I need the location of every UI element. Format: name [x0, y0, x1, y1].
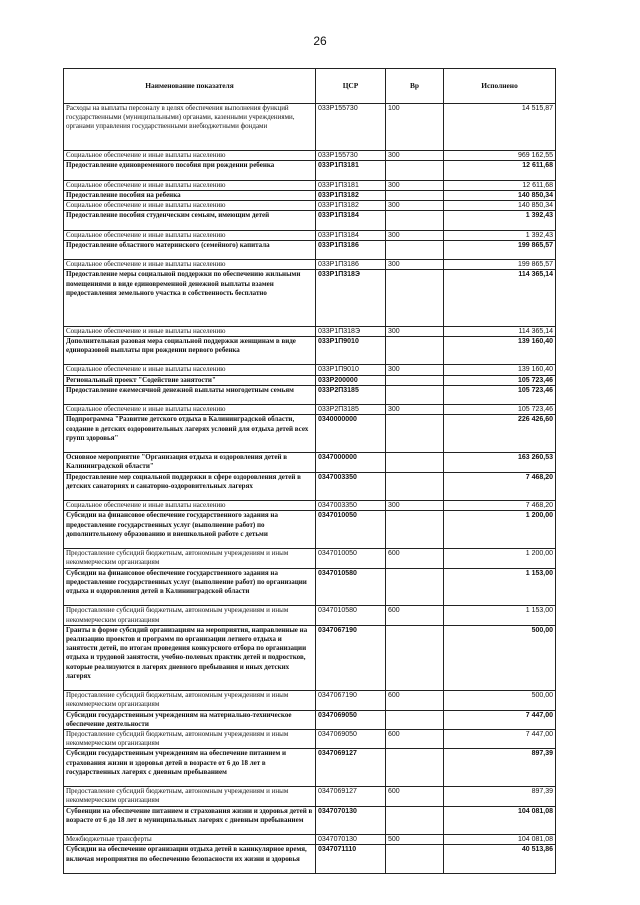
cell-csr: 033P1П318Э	[316, 326, 386, 336]
cell-name: Субсидии государственным учреждениям на материально-техническое обеспечение деятельности	[64, 710, 316, 729]
cell-name: Предоставление единовременного пособия при рождении ребенка	[64, 161, 316, 180]
cell-csr: 0347070130	[316, 806, 386, 835]
cell-amount: 1 200,00	[444, 549, 556, 568]
cell-vr	[386, 211, 444, 230]
cell-amount: 1 153,00	[444, 568, 556, 606]
cell-amount: 7 468,20	[444, 472, 556, 501]
cell-vr	[386, 375, 444, 385]
table-row	[64, 835, 556, 845]
cell-name: Социальное обеспечение и иные выплаты населению	[64, 201, 316, 211]
cell-csr: 033P1П3181	[316, 180, 386, 190]
cell-csr: 033P1П3186	[316, 240, 386, 259]
cell-amount: 199 865,57	[444, 240, 556, 259]
table-body	[64, 104, 556, 874]
cell-amount: 500,00	[444, 691, 556, 710]
cell-vr	[386, 385, 444, 404]
table-row	[64, 104, 556, 151]
cell-name: Предоставление мер социальной поддержки в сфере оздоровления детей в детских санаториях и санаторно-оздоровительных лагерях	[64, 472, 316, 501]
cell-vr	[386, 453, 444, 472]
table-row	[64, 415, 556, 453]
cell-amount: 14 515,87	[444, 104, 556, 151]
cell-amount: 1 392,43	[444, 230, 556, 240]
table-row	[64, 691, 556, 710]
cell-amount: 163 260,53	[444, 453, 556, 472]
cell-csr: 0347000000	[316, 453, 386, 472]
cell-vr	[386, 625, 444, 690]
table-row	[64, 190, 556, 200]
table-row	[64, 549, 556, 568]
cell-name: Предоставление меры социальной поддержки по обеспечению жильными помещениями в виде единовременной денежной выплаты взамен предоставления земельного участка в собственность бесплатно	[64, 270, 316, 326]
cell-amount: 105 723,46	[444, 375, 556, 385]
cell-amount: 139 160,40	[444, 336, 556, 365]
cell-name: Социальное обеспечение и иные выплаты населению	[64, 260, 316, 270]
cell-name: Предоставление субсидий бюджетным, автономным учреждениям и иным некоммерческим организациям	[64, 691, 316, 710]
cell-name: Основное мероприятие "Организация отдыха и оздоровления детей в Калининградской области"	[64, 453, 316, 472]
cell-name: Предоставление субсидий бюджетным, автономным учреждениям и иным некоммерческим организациям	[64, 549, 316, 568]
cell-amount: 1 153,00	[444, 606, 556, 625]
cell-amount: 199 865,57	[444, 260, 556, 270]
cell-name: Региональный проект "Содействие занятости"	[64, 375, 316, 385]
cell-csr: 0347071110	[316, 845, 386, 874]
table-row	[64, 501, 556, 511]
cell-vr	[386, 472, 444, 501]
cell-amount: 104 081,08	[444, 835, 556, 845]
table-row	[64, 710, 556, 729]
header-vr: Вр	[386, 69, 444, 104]
cell-amount: 969 162,55	[444, 151, 556, 161]
cell-name: Социальное обеспечение и иные выплаты населению	[64, 151, 316, 161]
cell-vr	[386, 749, 444, 787]
cell-csr: 0347010050	[316, 511, 386, 549]
cell-name: Гранты в форме субсидий организациям на мероприятия, направленные на реализацию проектов и программ по организации летнего отдыха и занятости детей, по итогам проведения конкурсного отбора по организации отдыха и трудовой занятости, учебно-полевых практик детей и подростков, которые реализуются в лагерях дневного пребывания и иных детских лагерях	[64, 625, 316, 690]
table-row	[64, 336, 556, 365]
cell-csr: 033P1П3186	[316, 260, 386, 270]
cell-vr	[386, 336, 444, 365]
cell-name: Дополнительная разовая мера социальной поддержки женщинам в виде единоразовой выплаты при рождении первого ребенка	[64, 336, 316, 365]
table-header-row	[64, 69, 556, 104]
header-amount: Исполнено	[444, 69, 556, 104]
cell-amount: 1 200,00	[444, 511, 556, 549]
cell-csr: 033P1П9010	[316, 336, 386, 365]
cell-csr: 0347003350	[316, 472, 386, 501]
cell-vr: 300	[386, 326, 444, 336]
cell-name: Предоставление пособия студенческим семьям, имеющим детей	[64, 211, 316, 230]
cell-name: Предоставление субсидий бюджетным, автономным учреждениям и иным некоммерческим организациям	[64, 787, 316, 806]
header-csr: ЦСР	[316, 69, 386, 104]
cell-vr: 300	[386, 151, 444, 161]
table-row	[64, 568, 556, 606]
cell-amount: 7 447,00	[444, 729, 556, 748]
cell-csr: 033P1П9010	[316, 365, 386, 375]
cell-name: Субвенции на обеспечение питанием и страхования жизни и здоровья детей в возрасте от 6 до 18 лет в муниципальных лагерях с дневным пребыванием	[64, 806, 316, 835]
cell-csr: 033P155730	[316, 151, 386, 161]
cell-amount: 140 850,34	[444, 190, 556, 200]
cell-name: Субсидии на финансовое обеспечение государственного задания на предоставление государственных услуг (выполнение работ) по дополнительному образованию и внешкольной работе с детьми	[64, 511, 316, 549]
cell-name: Подпрограмма "Развитие детского отдыха в Калининградской области, создание в детских оздоровительных лагерях условий для отдыха детей всех групп здоровья"	[64, 415, 316, 453]
cell-amount: 105 723,46	[444, 405, 556, 415]
cell-vr	[386, 806, 444, 835]
cell-amount: 7 447,00	[444, 710, 556, 729]
cell-amount: 12 611,68	[444, 180, 556, 190]
table-row	[64, 230, 556, 240]
cell-vr: 300	[386, 230, 444, 240]
cell-vr: 100	[386, 104, 444, 151]
cell-csr: 0347070130	[316, 835, 386, 845]
cell-vr: 300	[386, 260, 444, 270]
table-row	[64, 365, 556, 375]
table-row	[64, 625, 556, 690]
cell-vr	[386, 568, 444, 606]
cell-name: Субсидии на финансовое обеспечение государственного задания на предоставление государственных услуг (выполнение работ) по организации отдыха и оздоровления детей в Калининградской области	[64, 568, 316, 606]
cell-vr: 300	[386, 201, 444, 211]
cell-amount: 897,39	[444, 787, 556, 806]
table-row	[64, 151, 556, 161]
budget-table	[63, 68, 556, 874]
cell-csr: 033P1П3184	[316, 230, 386, 240]
cell-vr: 300	[386, 180, 444, 190]
cell-amount: 500,00	[444, 625, 556, 690]
table-row	[64, 405, 556, 415]
cell-csr: 0347069127	[316, 749, 386, 787]
cell-vr: 600	[386, 787, 444, 806]
cell-name: Социальное обеспечение и иные выплаты населению	[64, 365, 316, 375]
cell-csr: 0347010580	[316, 606, 386, 625]
table-row	[64, 453, 556, 472]
table-row	[64, 385, 556, 404]
table-row	[64, 729, 556, 748]
cell-amount: 114 365,14	[444, 326, 556, 336]
cell-amount: 114 365,14	[444, 270, 556, 326]
cell-name: Предоставление пособия на ребенка	[64, 190, 316, 200]
cell-amount: 1 392,43	[444, 211, 556, 230]
cell-csr: 033P1П3184	[316, 211, 386, 230]
cell-amount: 12 611,68	[444, 161, 556, 180]
cell-csr: 0347010050	[316, 549, 386, 568]
table-row	[64, 240, 556, 259]
cell-vr: 600	[386, 549, 444, 568]
table-row	[64, 161, 556, 180]
cell-csr: 033P200000	[316, 375, 386, 385]
cell-amount: 7 468,20	[444, 501, 556, 511]
cell-vr	[386, 161, 444, 180]
cell-csr: 0347069050	[316, 729, 386, 748]
cell-vr	[386, 190, 444, 200]
cell-amount: 897,39	[444, 749, 556, 787]
page-number: 26	[313, 34, 327, 48]
header-name: Наименование показателя	[64, 69, 316, 104]
table-row	[64, 260, 556, 270]
cell-csr: 0347069127	[316, 787, 386, 806]
table-row	[64, 375, 556, 385]
cell-csr: 033P155730	[316, 104, 386, 151]
table-row	[64, 806, 556, 835]
cell-name: Социальное обеспечение и иные выплаты населению	[64, 501, 316, 511]
cell-name: Социальное обеспечение и иные выплаты населению	[64, 405, 316, 415]
table-row	[64, 211, 556, 230]
cell-name: Субсидии на обеспечение организации отдыха детей в каникулярное время, включая мероприятия по обеспечению безопасности их жизни и здоровья	[64, 845, 316, 874]
cell-csr: 0340000000	[316, 415, 386, 453]
cell-vr: 300	[386, 365, 444, 375]
cell-vr: 500	[386, 835, 444, 845]
cell-csr: 033P1П3182	[316, 190, 386, 200]
cell-csr: 0347003350	[316, 501, 386, 511]
cell-name: Социальное обеспечение и иные выплаты населению	[64, 230, 316, 240]
cell-amount: 104 081,08	[444, 806, 556, 835]
cell-vr: 300	[386, 405, 444, 415]
cell-amount: 226 426,60	[444, 415, 556, 453]
cell-csr: 033P1П3182	[316, 201, 386, 211]
cell-name: Субсидии государственным учреждениям на обеспечение питанием и страхования жизни и здоровья детей в возрасте от 6 до 18 лет в государственных лагерях с дневным пребыванием	[64, 749, 316, 787]
cell-vr	[386, 270, 444, 326]
cell-vr	[386, 240, 444, 259]
cell-vr	[386, 710, 444, 729]
cell-name: Расходы на выплаты персоналу в целях обеспечения выполнения функций государственными (муниципальными) органами, казенными учреждениями, органами управления государственными внебюджетными фондами	[64, 104, 316, 151]
cell-vr: 600	[386, 606, 444, 625]
table-row	[64, 326, 556, 336]
cell-csr: 033P1П3181	[316, 161, 386, 180]
cell-name: Предоставление субсидий бюджетным, автономным учреждениям и иным некоммерческим организациям	[64, 606, 316, 625]
table-row	[64, 201, 556, 211]
cell-csr: 033P2П3185	[316, 405, 386, 415]
cell-vr	[386, 845, 444, 874]
cell-amount: 40 513,86	[444, 845, 556, 874]
cell-name: Социальное обеспечение и иные выплаты населению	[64, 326, 316, 336]
cell-vr: 600	[386, 729, 444, 748]
cell-csr: 033P1П318Э	[316, 270, 386, 326]
table-row	[64, 511, 556, 549]
cell-vr	[386, 415, 444, 453]
table-row	[64, 787, 556, 806]
table-row	[64, 270, 556, 326]
cell-name: Межбюджетные трансферты	[64, 835, 316, 845]
cell-csr: 0347067190	[316, 691, 386, 710]
cell-csr: 033P2П3185	[316, 385, 386, 404]
cell-vr	[386, 511, 444, 549]
cell-amount: 140 850,34	[444, 201, 556, 211]
table-row	[64, 749, 556, 787]
cell-amount: 105 723,46	[444, 385, 556, 404]
cell-csr: 0347067190	[316, 625, 386, 690]
table-row	[64, 180, 556, 190]
cell-vr: 300	[386, 501, 444, 511]
cell-vr: 600	[386, 691, 444, 710]
table-row	[64, 606, 556, 625]
table-row	[64, 845, 556, 874]
table-row	[64, 472, 556, 501]
cell-name: Предоставление ежемесячной денежной выплаты многодетным семьям	[64, 385, 316, 404]
cell-name: Социальное обеспечение и иные выплаты населению	[64, 180, 316, 190]
cell-csr: 0347010580	[316, 568, 386, 606]
cell-name: Предоставление субсидий бюджетным, автономным учреждениям и иным некоммерческим организациям	[64, 729, 316, 748]
cell-name: Предоставление областного материнского (семейного) капитала	[64, 240, 316, 259]
cell-csr: 0347069050	[316, 710, 386, 729]
cell-amount: 139 160,40	[444, 365, 556, 375]
